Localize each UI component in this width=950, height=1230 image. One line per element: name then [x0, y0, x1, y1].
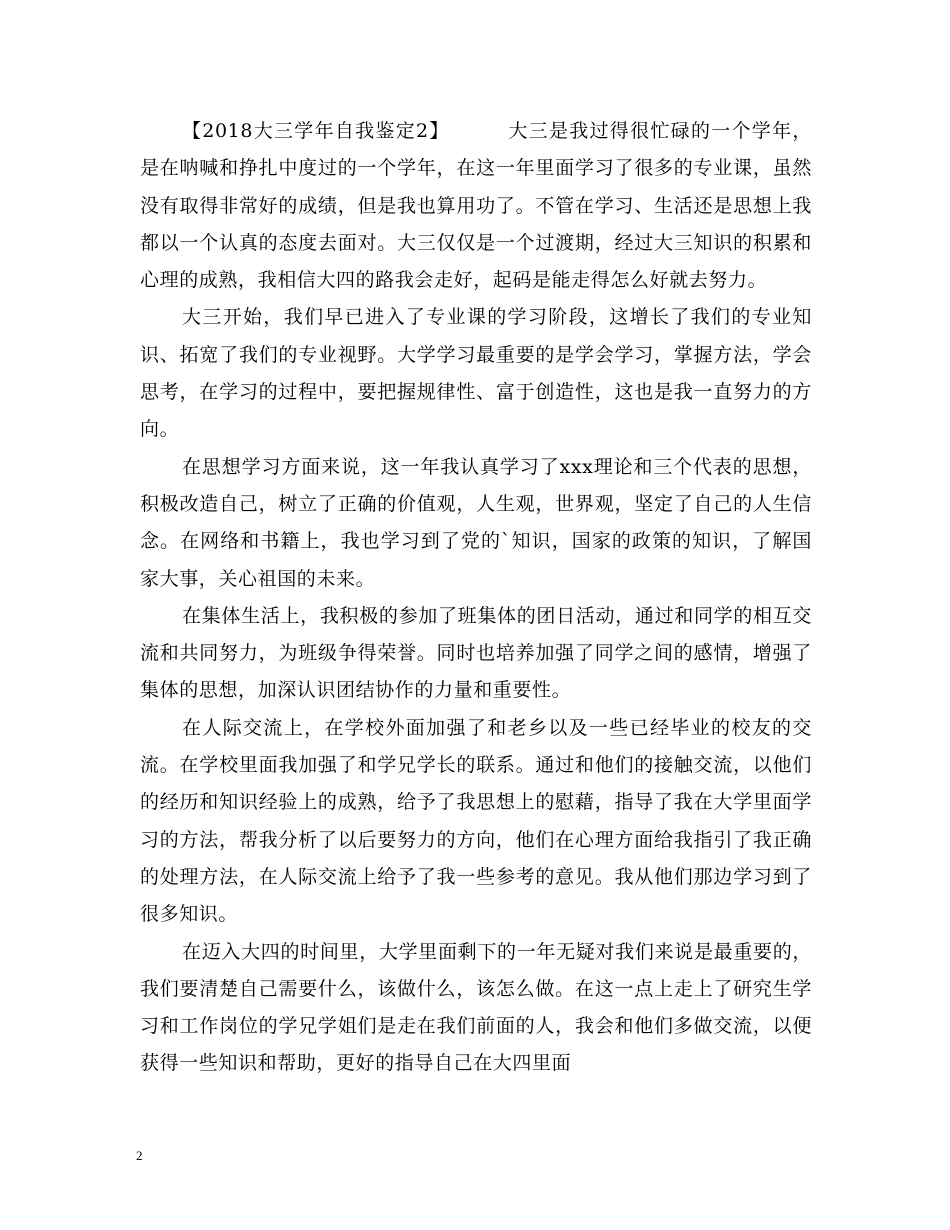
document-body — [140, 113, 812, 1083]
document-heading: 【2018大三学年自我鉴定2】 — [182, 120, 450, 142]
page-number: 2 — [136, 1148, 143, 1163]
paragraph-1 — [140, 113, 812, 299]
paragraph-2: 大三开始，我们早已进入了专业课的学习阶段，这增长了我们的专业知识、拓宽了我们的专业视野。大学学习最重要的是学会学习，掌握方法，学会思考，在学习的过程中，要把握规律性、富于创造性，这也是我一直努力的方向。 — [140, 306, 812, 441]
paragraph-3: 在思想学习方面来说，这一年我认真学习了xxx理论和三个代表的思想，积极改造自己，树立了正确的价值观，人生观，世界观，坚定了自己的人生信念。在网络和书籍上，我也学习到了党的`知识，国家的政策的知识，了解国家大事，关心祖国的未来。 — [140, 455, 812, 590]
paragraph-6: 在迈入大四的时间里，大学里面剩下的一年无疑对我们来说是最重要的，我们要清楚自己需要什么，该做什么，该怎么做。在这一点上走上了研究生学习和工作岗位的学兄学姐们是走在我们前面的人，我会和他们多做交流，以便获得一些知识和帮助，更好的指导自己在大四里面 — [140, 940, 812, 1075]
paragraph-5: 在人际交流上，在学校外面加强了和老乡以及一些已经毕业的校友的交流。在学校里面我加强了和学兄学长的联系。通过和他们的接触交流，以他们的经历和知识经验上的成熟，给予了我思想上的慰藉，指导了我在大学里面学习的方法，帮我分析了以后要努力的方向，他们在心理方面给我指引了我正确的处理方法，在人际交流上给予了我一些参考的意见。我从他们那边学习到了很多知识。 — [140, 716, 812, 926]
paragraph-1-text: 大三是我过得很忙碌的一个学年，是在呐喊和挣扎中度过的一个学年，在这一年里面学习了很多的专业课，虽然没有取得非常好的成绩，但是我也算用功了。不管在学习、生活还是思想上我都以一个认真的态度去面对。大三仅仅是一个过渡期，经过大三知识的积累和心理的成熟，我相信大四的路我会走好，起码是能走得怎么好就去努力。 — [140, 120, 812, 292]
paragraph-4: 在集体生活上，我积极的参加了班集体的团日活动，通过和同学的相互交流和共同努力，为班级争得荣誉。同时也培养加强了同学之间的感情，增强了集体的思想，加深认识团结协作的力量和重要性。 — [140, 604, 812, 702]
